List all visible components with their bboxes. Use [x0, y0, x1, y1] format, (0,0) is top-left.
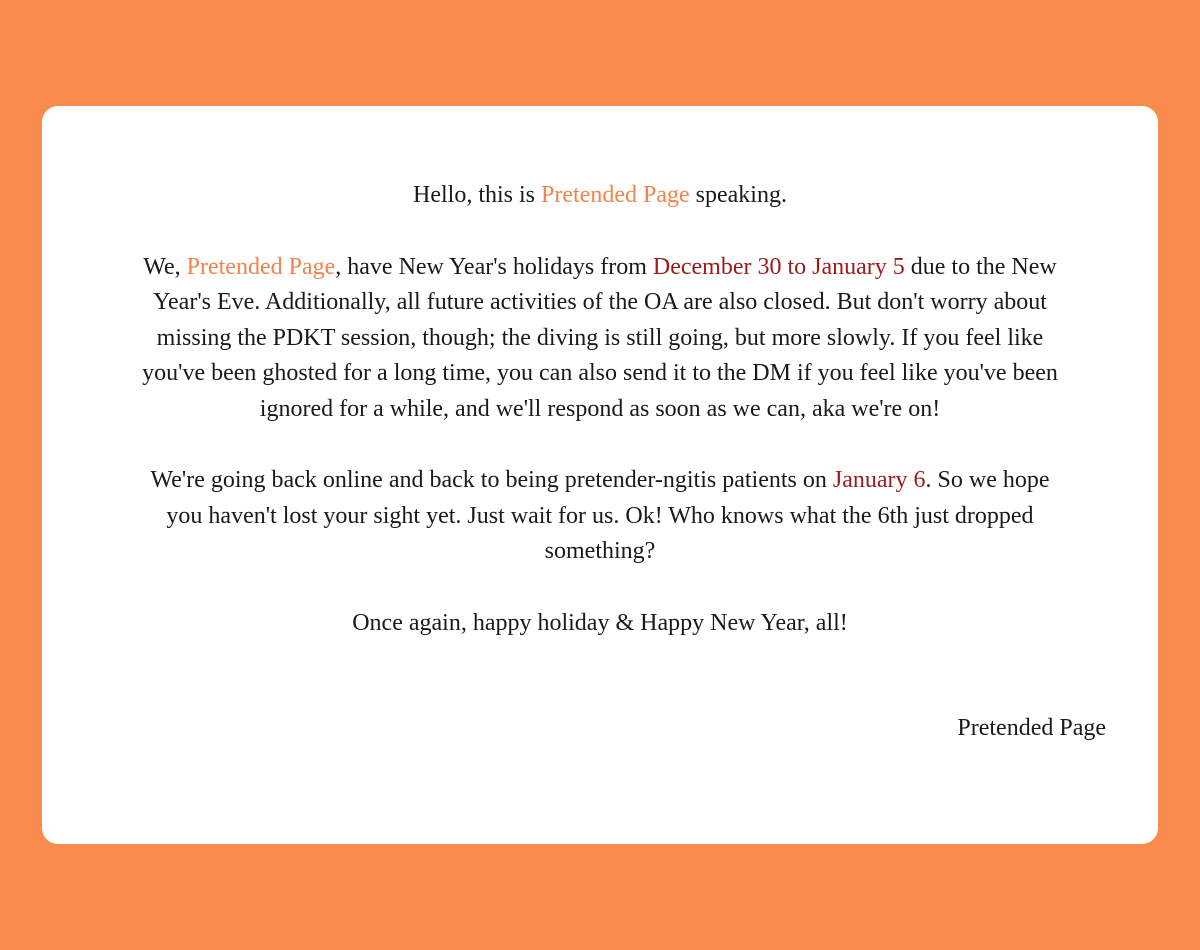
greeting-line: [132, 178, 1068, 214]
return-paragraph: [132, 463, 1068, 570]
paragraph-text: We,: [143, 253, 187, 280]
letter-body: [132, 178, 1068, 677]
return-date: January 6: [832, 467, 926, 493]
brand-name: Pretended Page: [541, 182, 690, 208]
brand-name: Pretended Page: [186, 253, 336, 280]
holiday-paragraph: [132, 250, 1068, 428]
signature: Pretended Page: [957, 715, 1106, 741]
paragraph-text: We're going back online and back to being pretender-ngitis patients on: [150, 467, 833, 493]
paragraph-text: , have New Year's holidays from: [335, 253, 653, 280]
closing-line: Once again, happy holiday & Happy New Year, all!: [352, 609, 848, 636]
holiday-dates: December 30 to January 5: [652, 253, 905, 280]
announcement-card: [42, 106, 1158, 844]
greeting-text-end: speaking.: [689, 182, 787, 208]
paragraph-text: due to the New Year's Eve. Additionally, all future activities of the OA are also closed. But don't worry about missing the PDKT session, though; the diving is still going, but more slowly. If you feel like you've been ghosted for a long time, you can also send it to the DM if you feel like you've been ignored for a while, and we'll respond as soon as we can, aka we're on!: [142, 253, 1058, 422]
paragraph-text: . So we hope you haven't lost your sight yet. Just wait for us. Ok! Who knows what the 6th just dropped something?: [166, 467, 1050, 564]
greeting-text: Hello, this is: [413, 182, 542, 208]
